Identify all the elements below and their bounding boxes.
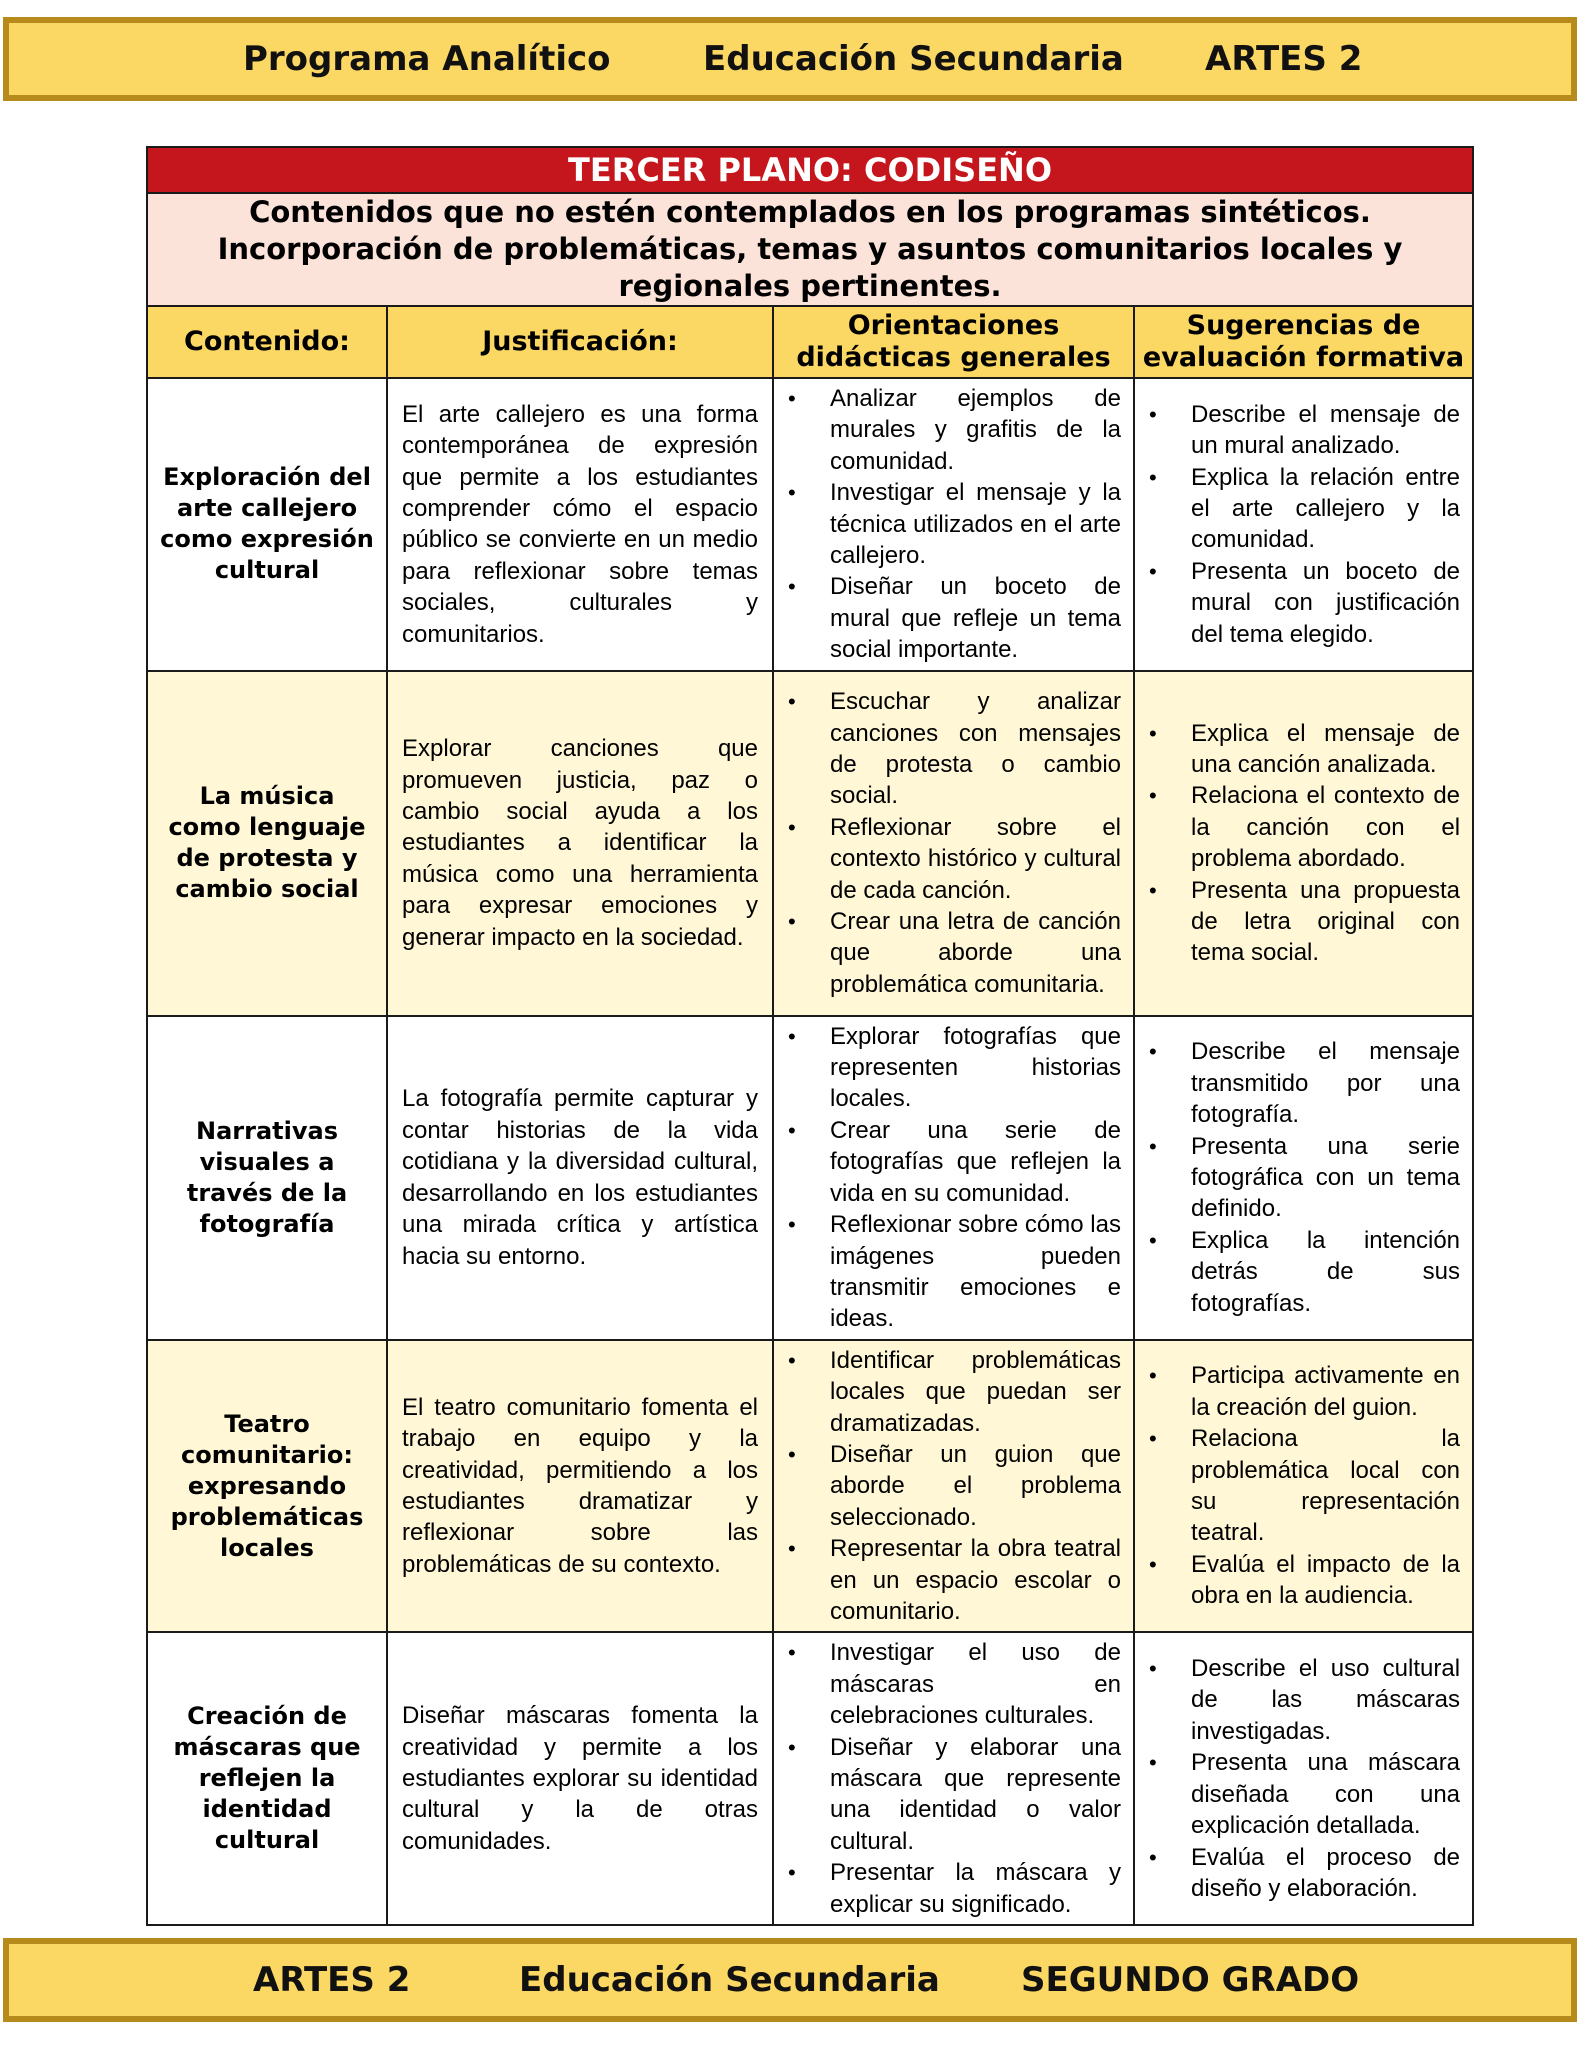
column-header-evaluacion: Sugerencias de evaluación formativa: [1134, 306, 1473, 378]
list-item: • Diseñar y elaborar una máscara que represente una identidad o valor cultural.: [830, 1732, 1121, 1858]
table-row: [147, 1340, 1473, 1633]
list-item: • Crear una serie de fotografías que reflejen la vida en su comunidad.: [830, 1115, 1121, 1209]
orientaciones-cell: [773, 1016, 1134, 1340]
evaluacion-cell: [1134, 671, 1473, 1016]
subtitle-line-1: Contenidos que no estén contemplados en los programas sintéticos.: [249, 195, 1371, 229]
header-program-label: Programa Analítico: [243, 39, 611, 79]
list-item: • Describe el uso cultural de las máscaras investigadas.: [1191, 1653, 1460, 1747]
list-item: • Presentar la máscara y explicar su significado.: [830, 1857, 1121, 1920]
page-footer-banner: [3, 1938, 1577, 2022]
table-row: [147, 1016, 1473, 1340]
evaluacion-cell: [1134, 378, 1473, 671]
evaluacion-cell: [1134, 1340, 1473, 1633]
list-item: • Escuchar y analizar canciones con mensajes de protesta o cambio social.: [830, 686, 1121, 812]
list-item: • Reflexionar sobre cómo las imágenes pueden transmitir emociones e ideas.: [830, 1209, 1121, 1335]
list-item: • Investigar el mensaje y la técnica utilizados en el arte callejero.: [830, 477, 1121, 571]
header-subject-label: ARTES 2: [1205, 39, 1363, 79]
orientaciones-cell: [773, 1632, 1134, 1925]
list-item: • Crear una letra de canción que aborde una problemática comunitaria.: [830, 906, 1121, 1000]
list-item: • Representar la obra teatral en un espacio escolar o comunitario.: [830, 1533, 1121, 1627]
evaluacion-cell: [1134, 1632, 1473, 1925]
table-row: [147, 378, 1473, 671]
justificacion-cell: La fotografía permite capturar y contar historias de la vida cotidiana y la diversidad cultural, desarrollando en los estudiantes una mirada crítica y artística hacia su entorno.: [387, 1016, 773, 1340]
column-header-justificacion: Justificación:: [387, 306, 773, 378]
justificacion-cell: Explorar canciones que promueven justicia, paz o cambio social ayuda a los estudiantes a identificar la música como una herramienta para expresar emociones y generar impacto en la sociedad.: [387, 671, 773, 1016]
orientaciones-cell: [773, 1340, 1134, 1633]
list-item: • Evalúa el proceso de diseño y elaboración.: [1191, 1842, 1460, 1905]
list-item: • Describe el mensaje transmitido por una fotografía.: [1191, 1036, 1460, 1130]
list-item: • Presenta un boceto de mural con justificación del tema elegido.: [1191, 556, 1460, 650]
list-item: • Evalúa el impacto de la obra en la audiencia.: [1191, 1549, 1460, 1612]
list-item: • Relaciona la problemática local con su representación teatral.: [1191, 1423, 1460, 1549]
list-item: • Analizar ejemplos de murales y grafitis de la comunidad.: [830, 383, 1121, 477]
table-subtitle: [147, 193, 1473, 306]
footer-subject-label: ARTES 2: [253, 1960, 411, 2000]
contenido-cell: Teatro comunitario: expresando problemáticas locales: [147, 1340, 387, 1633]
justificacion-cell: El teatro comunitario fomenta el trabajo en equipo y la creatividad, permitiendo a los estudiantes dramatizar y reflexionar sobre las problemáticas de su contexto.: [387, 1340, 773, 1633]
evaluacion-cell: [1134, 1016, 1473, 1340]
subtitle-line-2: Incorporación de problemáticas, temas y asuntos comunitarios locales y regionales pertinentes.: [217, 232, 1403, 303]
list-item: • Relaciona el contexto de la canción con el problema abordado.: [1191, 780, 1460, 874]
orientaciones-cell: [773, 378, 1134, 671]
codiseno-table: [146, 146, 1474, 1926]
list-item: • Describe el mensaje de un mural analizado.: [1191, 399, 1460, 462]
list-item: • Explorar fotografías que representen historias locales.: [830, 1021, 1121, 1115]
orientaciones-cell: [773, 671, 1134, 1016]
contenido-cell: Narrativas visuales a través de la fotografía: [147, 1016, 387, 1340]
table-row: [147, 671, 1473, 1016]
contenido-cell: La música como lenguaje de protesta y cambio social: [147, 671, 387, 1016]
column-header-orientaciones: Orientaciones didácticas generales: [773, 306, 1134, 378]
footer-level-label: Educación Secundaria: [519, 1960, 940, 2000]
table-title: TERCER PLANO: CODISEÑO: [147, 147, 1473, 193]
list-item: • Presenta una máscara diseñada con una explicación detallada.: [1191, 1747, 1460, 1841]
list-item: • Diseñar un guion que aborde el problema seleccionado.: [830, 1439, 1121, 1533]
list-item: • Explica la relación entre el arte callejero y la comunidad.: [1191, 462, 1460, 556]
list-item: • Presenta una propuesta de letra original con tema social.: [1191, 875, 1460, 969]
justificacion-cell: El arte callejero es una forma contemporánea de expresión que permite a los estudiantes comprender cómo el espacio público se convierte en un medio para reflexionar sobre temas sociales, culturales y comunitarios.: [387, 378, 773, 671]
list-item: • Explica el mensaje de una canción analizada.: [1191, 718, 1460, 781]
contenido-cell: Creación de máscaras que reflejen la identidad cultural: [147, 1632, 387, 1925]
list-item: • Investigar el uso de máscaras en celebraciones culturales.: [830, 1637, 1121, 1731]
column-header-contenido: Contenido:: [147, 306, 387, 378]
justificacion-cell: Diseñar máscaras fomenta la creatividad y permite a los estudiantes explorar su identidad cultural y la de otras comunidades.: [387, 1632, 773, 1925]
list-item: • Participa activamente en la creación del guion.: [1191, 1360, 1460, 1423]
list-item: • Presenta una serie fotográfica con un tema definido.: [1191, 1131, 1460, 1225]
page-header-banner: [3, 17, 1577, 101]
list-item: • Explica la intención detrás de sus fotografías.: [1191, 1225, 1460, 1319]
list-item: • Reflexionar sobre el contexto histórico y cultural de cada canción.: [830, 812, 1121, 906]
footer-grade-label: SEGUNDO GRADO: [1021, 1960, 1360, 2000]
list-item: • Identificar problemáticas locales que puedan ser dramatizadas.: [830, 1345, 1121, 1439]
contenido-cell: Exploración del arte callejero como expresión cultural: [147, 378, 387, 671]
table-row: [147, 1632, 1473, 1925]
header-level-label: Educación Secundaria: [703, 39, 1124, 79]
list-item: • Diseñar un boceto de mural que refleje un tema social importante.: [830, 571, 1121, 665]
